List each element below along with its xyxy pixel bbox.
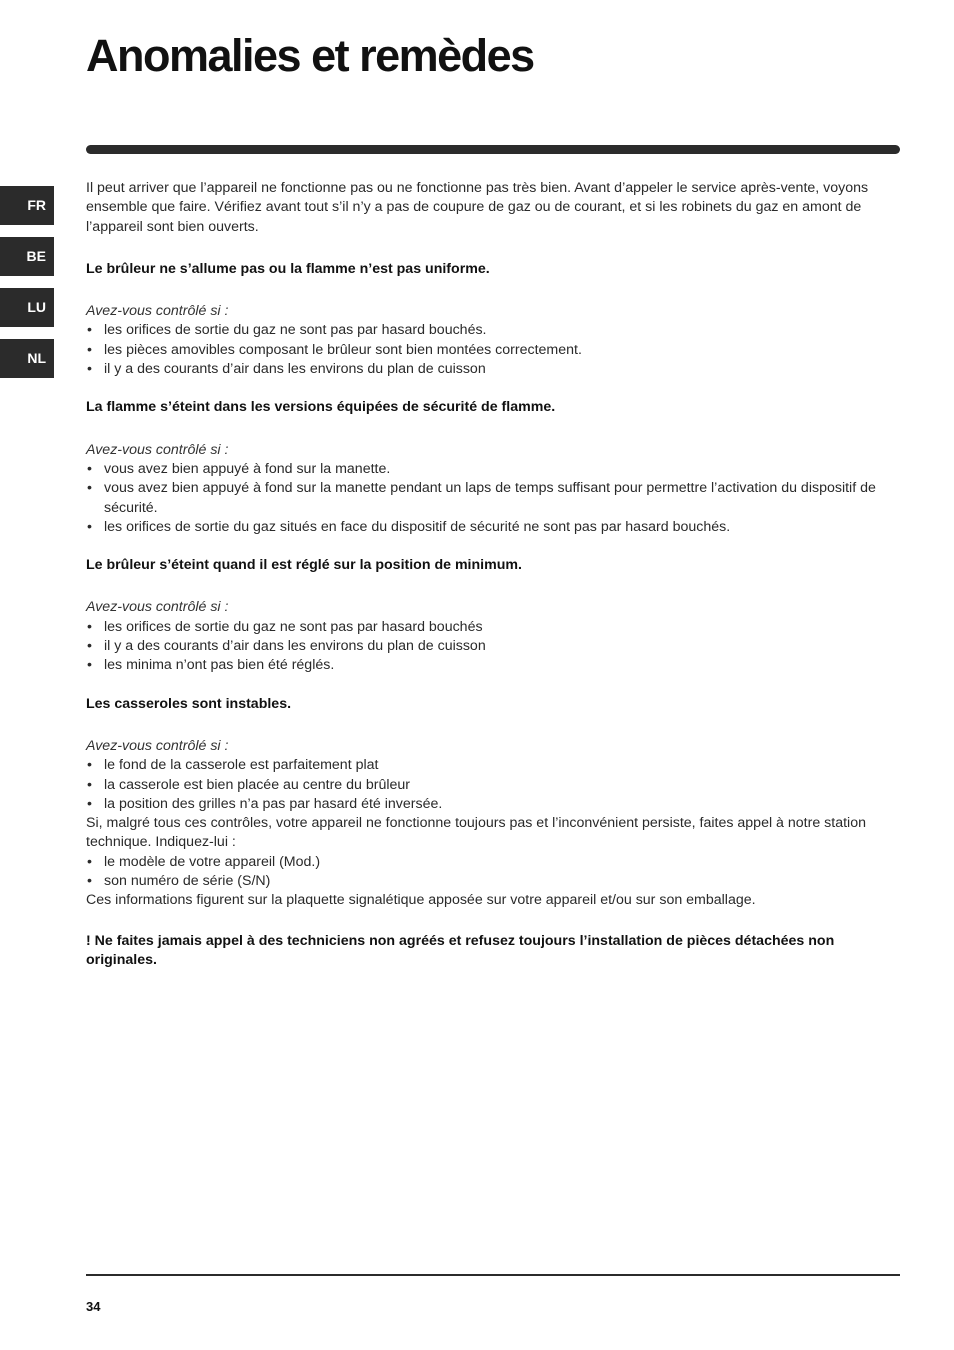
list-item: • le fond de la casserole est parfaitement plat xyxy=(86,756,886,775)
main-content xyxy=(86,179,886,970)
info-paragraph: Ces informations figurent sur la plaquette signalétique apposée sur votre appareil et/ou sur son emballage. xyxy=(86,892,756,909)
language-tab-nl: NL xyxy=(0,339,54,378)
list-item: • le modèle de votre appareil (Mod.) xyxy=(86,853,886,872)
list-item: • vous avez bien appuyé à fond sur la manette. xyxy=(86,460,886,479)
check-list xyxy=(86,460,886,537)
check-prompt: Avez-vous contrôlé si : xyxy=(86,737,229,754)
check-list xyxy=(86,618,886,676)
language-tabs xyxy=(0,186,54,390)
list-item: • les orifices de sortie du gaz situés en face du dispositif de sécurité ne sont pas par hasard bouchés. xyxy=(86,518,886,537)
info-list xyxy=(86,853,886,892)
language-tab-be: BE xyxy=(0,237,54,276)
list-item: • les orifices de sortie du gaz ne sont pas par hasard bouchés. xyxy=(86,321,886,340)
check-prompt: Avez-vous contrôlé si : xyxy=(86,303,229,320)
section-heading: Le brûleur s’éteint quand il est réglé sur la position de minimum. xyxy=(86,557,522,574)
check-list xyxy=(86,321,886,379)
warning-note: ! Ne faites jamais appel à des techniciens non agréés et refusez toujours l’installation de pièces détachées non originales. xyxy=(86,932,835,968)
list-item: • la position des grilles n’a pas par hasard été inversée. xyxy=(86,795,886,814)
page-title: Anomalies et remèdes xyxy=(86,30,534,81)
section-heading: Les casseroles sont instables. xyxy=(86,695,292,712)
footer-divider xyxy=(86,1274,900,1276)
list-item: • son numéro de série (S/N) xyxy=(86,872,886,891)
language-tab-fr: FR xyxy=(0,186,54,225)
intro-paragraph: Il peut arriver que l’appareil ne fonctionne pas ou ne fonctionne pas très bien. Avant d’appeler le service après-vente, voyons ensemble que faire. Vérifiez avant tout s’il n’y a pas de coupure de gaz ou de courant, et si les robinets du gaz en amont de l’appareil sont bien ouverts. xyxy=(86,180,869,235)
title-divider xyxy=(86,145,900,154)
list-item: • il y a des courants d’air dans les environs du plan de cuisson xyxy=(86,360,886,379)
list-item: • il y a des courants d’air dans les environs du plan de cuisson xyxy=(86,637,886,656)
list-item: • les orifices de sortie du gaz ne sont pas par hasard bouchés xyxy=(86,618,886,637)
section-heading: Le brûleur ne s’allume pas ou la flamme n’est pas uniforme. xyxy=(86,260,490,277)
check-prompt: Avez-vous contrôlé si : xyxy=(86,599,229,616)
list-item: • vous avez bien appuyé à fond sur la manette pendant un laps de temps suffisant pour permettre l’activation du dispositif de sécurité. xyxy=(86,479,886,518)
check-prompt: Avez-vous contrôlé si : xyxy=(86,441,229,458)
section-heading: La flamme s’éteint dans les versions équipées de sécurité de flamme. xyxy=(86,399,556,416)
list-item: • les pièces amovibles composant le brûleur sont bien montées correctement. xyxy=(86,341,886,360)
list-item: • la casserole est bien placée au centre du brûleur xyxy=(86,776,886,795)
persist-paragraph: Si, malgré tous ces contrôles, votre appareil ne fonctionne toujours pas et l’inconvénient persiste, faites appel à notre station technique. Indiquez-lui : xyxy=(86,815,866,851)
check-list xyxy=(86,756,886,814)
language-tab-lu: LU xyxy=(0,288,54,327)
page-number: 34 xyxy=(86,1299,101,1314)
list-item: • les minima n’ont pas bien été réglés. xyxy=(86,656,886,675)
